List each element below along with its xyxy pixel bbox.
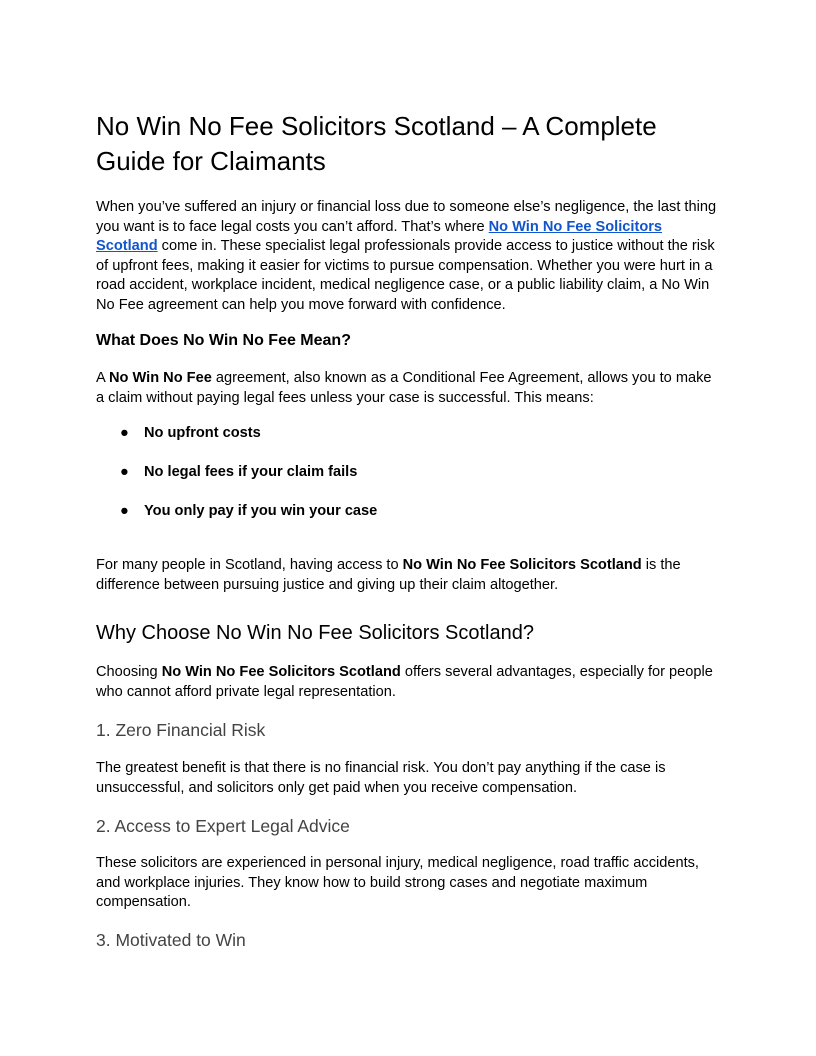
- closing-text-end: is the difference between pursuing justice and giving up their claim altogether.: [96, 557, 681, 593]
- why-text-bold: No Win No Fee Solicitors Scotland: [161, 664, 401, 680]
- list-item-text: You only pay if you win your case: [144, 503, 378, 519]
- bullet-icon: ●: [120, 464, 129, 480]
- intro-text-end: come in. These specialist legal professionals provide access to justice without the risk of upfront fees, making it easier for victims to pursue compensation. Whether you were hurt in a road accident, workplace incident, medical negligence case, or a public liability claim, a No Win No Fee agreement can help you move forward with confidence.: [96, 238, 715, 313]
- list-item-text: No upfront costs: [144, 425, 261, 441]
- why-text-start: Choosing: [96, 664, 162, 680]
- solicitors-link[interactable]: No Win No Fee Solicitors Scotland: [96, 218, 663, 254]
- meaning-text-start: A: [96, 370, 109, 386]
- point-heading-expert-advice: 2. Access to Expert Legal Advice: [96, 816, 350, 836]
- closing-text-start: For many people in Scotland, having access to: [96, 557, 403, 573]
- point-heading-zero-risk: 1. Zero Financial Risk: [96, 720, 266, 740]
- list-item-text: No legal fees if your claim fails: [144, 464, 358, 480]
- closing-text-bold: No Win No Fee Solicitors Scotland: [402, 557, 642, 573]
- bullet-icon: ●: [120, 503, 129, 519]
- meaning-heading: What Does No Win No Fee Mean?: [96, 332, 351, 349]
- why-text-end: offers several advantages, especially for people who cannot afford private legal representation.: [96, 664, 713, 700]
- page-title: No Win No Fee Solicitors Scotland – A Complete Guide for Claimants: [96, 111, 657, 176]
- why-heading: Why Choose No Win No Fee Solicitors Scotland?: [96, 622, 534, 644]
- meaning-text-end: agreement, also known as a Conditional Fee Agreement, allows you to make a claim without paying legal fees unless your case is successful. This means:: [96, 370, 712, 406]
- list-item: [96, 502, 722, 541]
- list-item: [96, 424, 722, 463]
- intro-paragraph: [96, 198, 722, 315]
- list-item: [96, 463, 722, 502]
- meaning-paragraph: [96, 369, 722, 408]
- why-paragraph: [96, 663, 722, 702]
- closing-paragraph: [96, 556, 722, 595]
- bullet-icon: ●: [120, 425, 129, 441]
- benefit-list: [96, 424, 722, 541]
- intro-text-start: When you’ve suffered an injury or financial loss due to someone else’s negligence, the last thing you want is to face legal costs you can’t afford. That’s where: [96, 199, 717, 235]
- point-text-zero-risk: The greatest benefit is that there is no financial risk. You don’t pay anything if the case is unsuccessful, and solicitors only get paid when you receive compensation.: [96, 760, 666, 796]
- point-text-expert-advice: These solicitors are experienced in personal injury, medical negligence, road traffic accidents, and workplace injuries. They know how to build strong cases and negotiate maximum compensation.: [96, 855, 699, 910]
- point-heading-motivated: 3. Motivated to Win: [96, 930, 246, 950]
- meaning-text-bold: No Win No Fee: [108, 370, 212, 386]
